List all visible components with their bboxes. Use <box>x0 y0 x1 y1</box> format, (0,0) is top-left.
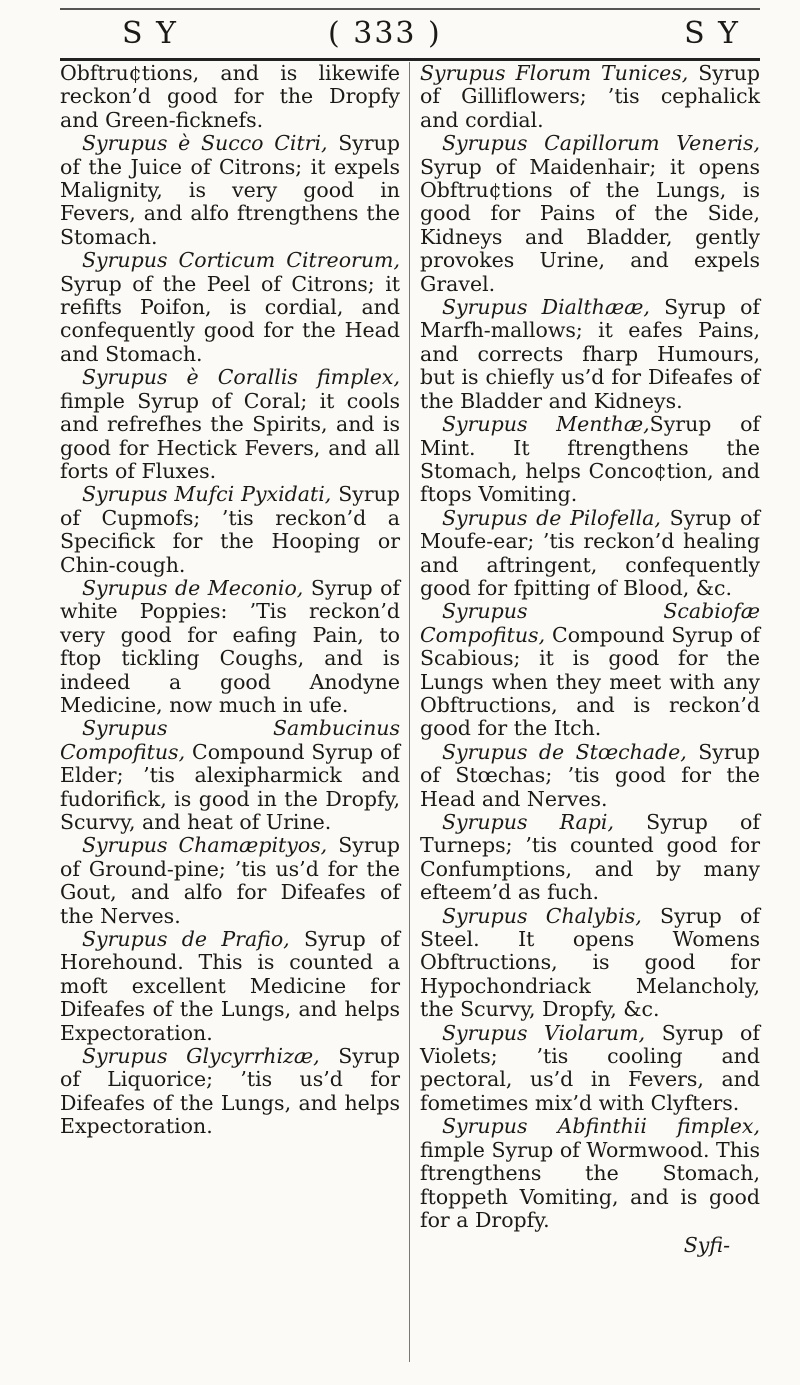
entry-term: Syrupus Chalybis, <box>442 903 642 928</box>
entry-text: Syrup of the Peel of Citrons; it refifts Poifon, is cordial, and confequently good for the Head and Stomach. <box>60 271 400 366</box>
entry-text: Syrup of Horehound. This is counted a moft excellent Medicine for Difeafes of the Lungs, and helps Expectoration. <box>60 927 401 1045</box>
entry-term: Syrupus Dialthææ, <box>442 295 650 320</box>
entry-text: Syrup of Marfh-mallows; it eafes Pains, and corrects fharp Humours, but is chiefly us’d for Difeafes of the Bladder and Kidneys. <box>420 295 760 413</box>
entry-term: Syrupus Corticum Citreorum, <box>82 248 400 273</box>
syrup-entry <box>60 132 400 249</box>
entry-text: Syrup of Moufe-ear; ’tis reckon’d healing and aftringent, confequently good for fpitting of Blood, &c. <box>420 505 760 600</box>
entry-text: fimple Syrup of Wormwood. This ftrengthens the Stomach, ftoppeth Vomiting, and is good for a Dropfy. <box>420 1137 760 1232</box>
syrup-entry <box>60 483 400 577</box>
entry-text: Syrup of Mint. It ftrengthens the Stomach, helps Conco¢tion, and ftops Vomiting. <box>420 412 760 507</box>
syrup-entry <box>60 249 400 366</box>
syrup-entry <box>420 507 760 601</box>
running-head-left: S Y <box>122 16 178 51</box>
entry-text: Compound Syrup of Scabious; it is good for the Lungs when they meet with any Obftructions, and is reckon’d good for the Itch. <box>420 622 760 741</box>
entry-term: Syrupus Mufci Pyxidati, <box>82 482 332 507</box>
entry-term: Syrupus è Corallis fimplex, <box>82 365 400 390</box>
entry-text: Syrup of Maidenhair; it opens Obftru¢tions of the Lungs, is good for Pains of the Side, Kidneys and Bladder, gently provokes Urine, and expels Gravel. <box>420 154 760 296</box>
syrup-entry <box>420 811 760 905</box>
entry-text: fimple Syrup of Coral; it cools and refrefhes the Spirits, and is good for Hectick Fevers, and all forts of Fluxes. <box>60 388 400 483</box>
entry-text: Syrup of Steel. It opens Womens Obftructions, is good for Hypochondriack Melancholy, the Scurvy, Dropfy, &c. <box>420 903 760 1022</box>
left-column <box>60 62 400 1139</box>
entry-text: Syrup of Gilliflowers; ’tis cephalick and cordial. <box>420 61 760 132</box>
syrup-entry <box>420 413 760 507</box>
syrup-entry <box>60 928 400 1045</box>
entry-text: Obftru¢tions, and is likewife reckon’d good for the Dropfy and Green-ficknefs. <box>60 61 400 132</box>
column-divider <box>409 62 410 1362</box>
entry-term: Syrupus Glycyrrhizæ, <box>82 1044 320 1069</box>
syrup-entry <box>60 717 400 834</box>
entry-term: Syrupus Abfinthii fimplex, <box>442 1114 760 1139</box>
entry-term: Syrupus de Prafio, <box>82 927 290 952</box>
entry-text: Syrup of Stœchas; ’tis good for the Head and Nerves. <box>420 739 760 811</box>
running-head-right: S Y <box>684 16 740 51</box>
entry-term: Syrupus Menthæ, <box>442 412 650 437</box>
entry-term: Syrupus Violarum, <box>442 1020 646 1045</box>
entry-text: Syrup of Cupmofs; ’tis reckon’d a Specifick for the Hooping or Chin-cough. <box>60 482 400 577</box>
syrup-entry <box>420 741 760 811</box>
right-column <box>420 62 760 1258</box>
syrup-entry <box>60 577 400 717</box>
syrup-entry <box>420 1115 760 1232</box>
page-number: ( 333 ) <box>328 16 442 51</box>
entry-term: Syrupus de Stœchade, <box>442 739 687 764</box>
syrup-entry <box>420 905 760 1022</box>
entry-text: Syrup of Ground-pine; ’tis us’d for the Gout, and alfo for Difeafes of the Nerves. <box>60 833 400 928</box>
entry-text: Syrup of Liquorice; ’tis us’d for Difeafes of the Lungs, and helps Expectoration. <box>60 1044 400 1139</box>
entry-term: Syrupus è Succo Citri, <box>82 131 328 156</box>
entry-term: Syrupus Sambucinus Compofitus, <box>60 716 400 764</box>
entry-text: Compound Syrup of Elder; ’tis alexipharmick and fudorifick, is good in the Dropfy, Scurvy, and heat of Urine. <box>60 739 400 834</box>
entry-term: Syrupus Florum Tunices, <box>420 61 689 85</box>
entry-term: Syrupus Rapi, <box>442 810 614 834</box>
entry-text: Syrup of Violets; ’tis cooling and pectoral, us’d in Fevers, and fometimes mix’d with Clyfters. <box>420 1020 760 1115</box>
entry-text: Syrup of the Juice of Citrons; it expels Malignity, is very good in Fevers, and alfo ftrengthens the Stomach. <box>60 131 400 249</box>
syrup-entry <box>420 1022 760 1116</box>
syrup-entry <box>420 132 760 296</box>
entry-term: Syrupus de Meconio, <box>82 575 304 600</box>
top-rule <box>60 8 760 10</box>
entry-term: Syrupus Capillorum Veneris, <box>442 131 760 156</box>
syrup-entry <box>420 296 760 413</box>
syrup-entry <box>420 600 760 740</box>
entry-text: Syrup of Turneps; ’tis counted good for Confumptions, and by many efteem’d as fuch. <box>420 810 760 905</box>
syrup-entry <box>60 366 400 483</box>
syrup-entry <box>420 62 760 132</box>
page-header <box>60 12 760 56</box>
entry-term: Syrupus de Pilofella, <box>442 505 661 530</box>
entry-text: Syrup of white Poppies: ’Tis reckon’d very good for eafing Pain, to ftop tickling Coughs, and is indeed a good Anodyne Medicine, now much in ufe. <box>60 575 401 717</box>
syrup-entry <box>60 1045 400 1139</box>
entry-term: Syrupus Chamæpityos, <box>82 833 328 858</box>
syrup-entry <box>60 834 400 928</box>
syrup-entry <box>60 62 400 132</box>
entry-term: Syrupus Scabiofæ Compofitus, <box>420 599 760 647</box>
catchword: Syfi- <box>683 1233 730 1258</box>
